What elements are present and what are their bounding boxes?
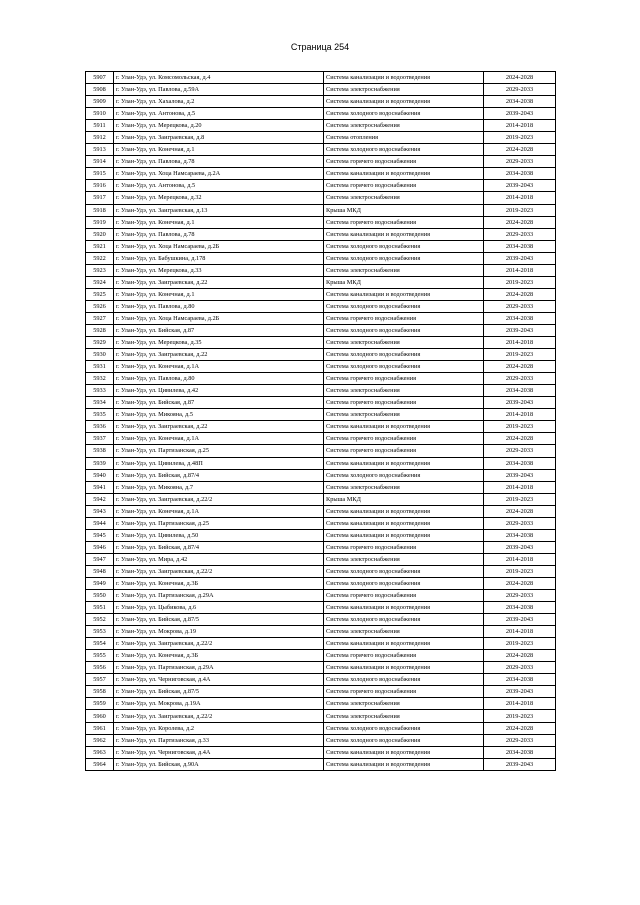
row-number-cell: 5945 [86, 529, 114, 541]
address-cell: г. Улан-Удэ, ул. Конечная, д.1А [114, 361, 324, 373]
row-number-cell: 5943 [86, 505, 114, 517]
system-type-cell: Система электроснабжения [324, 264, 484, 276]
period-cell: 2029-2033 [484, 156, 556, 168]
address-cell: г. Улан-Удэ, ул. Конечная, д.1А [114, 433, 324, 445]
address-cell: г. Улан-Удэ, ул. Заиграевская, д.22 [114, 421, 324, 433]
table-row [86, 240, 556, 252]
table-row [86, 385, 556, 397]
period-cell: 2014-2018 [484, 337, 556, 349]
row-number-cell: 5916 [86, 180, 114, 192]
system-type-cell: Система электроснабжения [324, 385, 484, 397]
address-cell: г. Улан-Удэ, ул. Павлова, д.80 [114, 300, 324, 312]
system-type-cell: Система канализации и водоотведения [324, 746, 484, 758]
table-row [86, 577, 556, 589]
row-number-cell: 5963 [86, 746, 114, 758]
table-row [86, 168, 556, 180]
address-cell: г. Улан-Удэ, ул. Конечная, д.3Б [114, 577, 324, 589]
table-row [86, 276, 556, 288]
row-number-cell: 5910 [86, 108, 114, 120]
period-cell: 2039-2043 [484, 686, 556, 698]
period-cell: 2019-2023 [484, 493, 556, 505]
system-type-cell: Система электроснабжения [324, 84, 484, 96]
period-cell: 2024-2028 [484, 144, 556, 156]
address-cell: г. Улан-Удэ, ул. Партизанская, д.29А [114, 662, 324, 674]
row-number-cell: 5936 [86, 421, 114, 433]
row-number-cell: 5935 [86, 409, 114, 421]
system-type-cell: Система канализации и водоотведения [324, 602, 484, 614]
period-cell: 2034-2038 [484, 602, 556, 614]
row-number-cell: 5922 [86, 252, 114, 264]
system-type-cell: Система холодного водоснабжения [324, 674, 484, 686]
period-cell: 2019-2023 [484, 132, 556, 144]
address-cell: г. Улан-Удэ, ул. Бийская, д.87/5 [114, 614, 324, 626]
address-cell: г. Улан-Удэ, ул. Королева, д.2 [114, 722, 324, 734]
system-type-cell: Система канализации и водоотведения [324, 421, 484, 433]
system-type-cell: Крыша МКД [324, 204, 484, 216]
address-cell: г. Улан-Удэ, ул. Мерецкова, д.35 [114, 337, 324, 349]
period-cell: 2039-2043 [484, 324, 556, 336]
period-cell: 2014-2018 [484, 192, 556, 204]
period-cell: 2014-2018 [484, 626, 556, 638]
table-row [86, 337, 556, 349]
period-cell: 2014-2018 [484, 698, 556, 710]
system-type-cell: Система канализации и водоотведения [324, 662, 484, 674]
period-cell: 2019-2023 [484, 349, 556, 361]
system-type-cell: Система горячего водоснабжения [324, 433, 484, 445]
row-number-cell: 5925 [86, 288, 114, 300]
address-cell: г. Улан-Удэ, ул. Заиграевская, д.22 [114, 276, 324, 288]
system-type-cell: Крыша МКД [324, 493, 484, 505]
period-cell: 2019-2023 [484, 565, 556, 577]
row-number-cell: 5913 [86, 144, 114, 156]
row-number-cell: 5921 [86, 240, 114, 252]
period-cell: 2024-2028 [484, 577, 556, 589]
system-type-cell: Система холодного водоснабжения [324, 734, 484, 746]
row-number-cell: 5926 [86, 300, 114, 312]
address-cell: г. Улан-Удэ, ул. Антонова, д.5 [114, 108, 324, 120]
address-cell: г. Улан-Удэ, ул. Мокрова, д.19А [114, 698, 324, 710]
system-type-cell: Система электроснабжения [324, 553, 484, 565]
period-cell: 2014-2018 [484, 264, 556, 276]
table-row [86, 734, 556, 746]
table-row [86, 541, 556, 553]
table-row [86, 120, 556, 132]
system-type-cell: Система канализации и водоотведения [324, 96, 484, 108]
table-row [86, 529, 556, 541]
period-cell: 2034-2038 [484, 168, 556, 180]
registry-table [85, 71, 556, 771]
system-type-cell: Система канализации и водоотведения [324, 288, 484, 300]
table-row [86, 662, 556, 674]
period-cell: 2039-2043 [484, 469, 556, 481]
system-type-cell: Система горячего водоснабжения [324, 650, 484, 662]
system-type-cell: Система электроснабжения [324, 409, 484, 421]
address-cell: г. Улан-Удэ, ул. Мира, д.42 [114, 553, 324, 565]
row-number-cell: 5907 [86, 72, 114, 84]
table-row [86, 650, 556, 662]
system-type-cell: Система электроснабжения [324, 698, 484, 710]
period-cell: 2024-2028 [484, 650, 556, 662]
table-row [86, 132, 556, 144]
row-number-cell: 5908 [86, 84, 114, 96]
table-row [86, 469, 556, 481]
row-number-cell: 5927 [86, 312, 114, 324]
table-row [86, 108, 556, 120]
address-cell: г. Улан-Удэ, ул. Мерецкова, д.33 [114, 264, 324, 276]
table-row [86, 264, 556, 276]
system-type-cell: Система канализации и водоотведения [324, 228, 484, 240]
system-type-cell: Система канализации и водоотведения [324, 72, 484, 84]
registry-table-body [86, 72, 556, 771]
period-cell: 2034-2038 [484, 529, 556, 541]
table-row [86, 457, 556, 469]
table-row [86, 590, 556, 602]
period-cell: 2039-2043 [484, 541, 556, 553]
row-number-cell: 5919 [86, 216, 114, 228]
row-number-cell: 5956 [86, 662, 114, 674]
table-row [86, 312, 556, 324]
period-cell: 2019-2023 [484, 710, 556, 722]
table-row [86, 602, 556, 614]
row-number-cell: 5937 [86, 433, 114, 445]
address-cell: г. Улан-Удэ, ул. Хахалова, д.2 [114, 96, 324, 108]
period-cell: 2034-2038 [484, 312, 556, 324]
address-cell: г. Улан-Удэ, ул. Партизанская, д.25 [114, 517, 324, 529]
address-cell: г. Улан-Удэ, ул. Конечная, д.1А [114, 505, 324, 517]
system-type-cell: Система канализации и водоотведения [324, 505, 484, 517]
table-row [86, 144, 556, 156]
row-number-cell: 5914 [86, 156, 114, 168]
period-cell: 2014-2018 [484, 481, 556, 493]
table-row [86, 614, 556, 626]
period-cell: 2024-2028 [484, 288, 556, 300]
address-cell: г. Улан-Удэ, ул. Мерецкова, д.32 [114, 192, 324, 204]
period-cell: 2029-2033 [484, 590, 556, 602]
row-number-cell: 5950 [86, 590, 114, 602]
period-cell: 2029-2033 [484, 517, 556, 529]
table-row [86, 361, 556, 373]
row-number-cell: 5944 [86, 517, 114, 529]
system-type-cell: Система холодного водоснабжения [324, 349, 484, 361]
system-type-cell: Система горячего водоснабжения [324, 397, 484, 409]
address-cell: г. Улан-Удэ, ул. Бийская, д.87 [114, 397, 324, 409]
address-cell: г. Улан-Удэ, ул. Бийская, д.87/5 [114, 686, 324, 698]
row-number-cell: 5934 [86, 397, 114, 409]
address-cell: г. Улан-Удэ, ул. Конечная, д.3Б [114, 650, 324, 662]
address-cell: г. Улан-Удэ, ул. Заиграевская, д.22/2 [114, 493, 324, 505]
address-cell: г. Улан-Удэ, ул. Бийская, д.90А [114, 758, 324, 770]
period-cell: 2039-2043 [484, 252, 556, 264]
table-row [86, 288, 556, 300]
period-cell: 2029-2033 [484, 300, 556, 312]
period-cell: 2024-2028 [484, 722, 556, 734]
system-type-cell: Система холодного водоснабжения [324, 577, 484, 589]
system-type-cell: Система холодного водоснабжения [324, 240, 484, 252]
system-type-cell: Система канализации и водоотведения [324, 638, 484, 650]
table-row [86, 192, 556, 204]
address-cell: г. Улан-Удэ, ул. Микояна, д.7 [114, 481, 324, 493]
system-type-cell: Система горячего водоснабжения [324, 445, 484, 457]
table-row [86, 204, 556, 216]
period-cell: 2014-2018 [484, 409, 556, 421]
system-type-cell: Система канализации и водоотведения [324, 517, 484, 529]
period-cell: 2034-2038 [484, 746, 556, 758]
period-cell: 2039-2043 [484, 614, 556, 626]
period-cell: 2039-2043 [484, 180, 556, 192]
address-cell: г. Улан-Удэ, ул. Хоца Намсараева, д.2А [114, 168, 324, 180]
period-cell: 2019-2023 [484, 276, 556, 288]
system-type-cell: Система горячего водоснабжения [324, 590, 484, 602]
system-type-cell: Система холодного водоснабжения [324, 144, 484, 156]
system-type-cell: Система электроснабжения [324, 192, 484, 204]
period-cell: 2024-2028 [484, 505, 556, 517]
row-number-cell: 5953 [86, 626, 114, 638]
table-row [86, 397, 556, 409]
table-row [86, 300, 556, 312]
row-number-cell: 5912 [86, 132, 114, 144]
system-type-cell: Система электроснабжения [324, 626, 484, 638]
table-row [86, 409, 556, 421]
row-number-cell: 5960 [86, 710, 114, 722]
row-number-cell: 5942 [86, 493, 114, 505]
row-number-cell: 5948 [86, 565, 114, 577]
address-cell: г. Улан-Удэ, ул. Партизанская, д.33 [114, 734, 324, 746]
row-number-cell: 5941 [86, 481, 114, 493]
address-cell: г. Улан-Удэ, ул. Заиграевская, д.22/2 [114, 710, 324, 722]
address-cell: г. Улан-Удэ, ул. Хоца Намсараева, д.2Б [114, 312, 324, 324]
table-row [86, 686, 556, 698]
row-number-cell: 5946 [86, 541, 114, 553]
address-cell: г. Улан-Удэ, ул. Партизанская, д.25 [114, 445, 324, 457]
period-cell: 2024-2028 [484, 216, 556, 228]
address-cell: г. Улан-Удэ, ул. Цивилева, д.50 [114, 529, 324, 541]
address-cell: г. Улан-Удэ, ул. Бийская, д.87 [114, 324, 324, 336]
table-row [86, 493, 556, 505]
row-number-cell: 5915 [86, 168, 114, 180]
row-number-cell: 5909 [86, 96, 114, 108]
system-type-cell: Система горячего водоснабжения [324, 686, 484, 698]
address-cell: г. Улан-Удэ, ул. Конечная, д.1 [114, 144, 324, 156]
table-row [86, 421, 556, 433]
period-cell: 2029-2033 [484, 228, 556, 240]
row-number-cell: 5964 [86, 758, 114, 770]
address-cell: г. Улан-Удэ, ул. Павлова, д.78 [114, 228, 324, 240]
address-cell: г. Улан-Удэ, ул. Мерецкова, д.20 [114, 120, 324, 132]
address-cell: г. Улан-Удэ, ул. Комсомольская, д.4 [114, 72, 324, 84]
system-type-cell: Система горячего водоснабжения [324, 373, 484, 385]
address-cell: г. Улан-Удэ, ул. Мокрова, д.19 [114, 626, 324, 638]
table-row [86, 373, 556, 385]
system-type-cell: Система горячего водоснабжения [324, 180, 484, 192]
system-type-cell: Система канализации и водоотведения [324, 758, 484, 770]
table-row [86, 758, 556, 770]
table-row [86, 156, 556, 168]
table-row [86, 433, 556, 445]
address-cell: г. Улан-Удэ, ул. Партизанская, д.29А [114, 590, 324, 602]
address-cell: г. Улан-Удэ, ул. Цивилева, д.42 [114, 385, 324, 397]
system-type-cell: Система холодного водоснабжения [324, 722, 484, 734]
row-number-cell: 5917 [86, 192, 114, 204]
table-row [86, 72, 556, 84]
system-type-cell: Система холодного водоснабжения [324, 361, 484, 373]
period-cell: 2029-2033 [484, 84, 556, 96]
row-number-cell: 5940 [86, 469, 114, 481]
period-cell: 2024-2028 [484, 72, 556, 84]
row-number-cell: 5928 [86, 324, 114, 336]
table-row [86, 96, 556, 108]
period-cell: 2019-2023 [484, 638, 556, 650]
system-type-cell: Система электроснабжения [324, 481, 484, 493]
system-type-cell: Система холодного водоснабжения [324, 252, 484, 264]
system-type-cell: Система холодного водоснабжения [324, 469, 484, 481]
row-number-cell: 5930 [86, 349, 114, 361]
system-type-cell: Система горячего водоснабжения [324, 541, 484, 553]
system-type-cell: Система холодного водоснабжения [324, 324, 484, 336]
row-number-cell: 5939 [86, 457, 114, 469]
address-cell: г. Улан-Удэ, ул. Павлова, д.59А [114, 84, 324, 96]
row-number-cell: 5962 [86, 734, 114, 746]
system-type-cell: Система электроснабжения [324, 120, 484, 132]
address-cell: г. Улан-Удэ, ул. Заиграевская, д.8 [114, 132, 324, 144]
address-cell: г. Улан-Удэ, ул. Заиграевская, д.22/2 [114, 638, 324, 650]
system-type-cell: Система горячего водоснабжения [324, 156, 484, 168]
row-number-cell: 5951 [86, 602, 114, 614]
period-cell: 2039-2043 [484, 397, 556, 409]
address-cell: г. Улан-Удэ, ул. Антонова, д.5 [114, 180, 324, 192]
table-row [86, 481, 556, 493]
period-cell: 2019-2023 [484, 204, 556, 216]
address-cell: г. Улан-Удэ, ул. Цыбикова, д.6 [114, 602, 324, 614]
address-cell: г. Улан-Удэ, ул. Заиграевская, д.22/2 [114, 565, 324, 577]
table-row [86, 698, 556, 710]
period-cell: 2029-2033 [484, 445, 556, 457]
period-cell: 2034-2038 [484, 240, 556, 252]
table-row [86, 710, 556, 722]
address-cell: г. Улан-Удэ, ул. Конечная, д.1 [114, 216, 324, 228]
row-number-cell: 5938 [86, 445, 114, 457]
row-number-cell: 5947 [86, 553, 114, 565]
system-type-cell: Система холодного водоснабжения [324, 300, 484, 312]
row-number-cell: 5920 [86, 228, 114, 240]
row-number-cell: 5931 [86, 361, 114, 373]
period-cell: 2024-2028 [484, 433, 556, 445]
system-type-cell: Система канализации и водоотведения [324, 529, 484, 541]
table-row [86, 505, 556, 517]
system-type-cell: Система электроснабжения [324, 710, 484, 722]
table-row [86, 746, 556, 758]
table-row [86, 180, 556, 192]
address-cell: г. Улан-Удэ, ул. Павлова, д.78 [114, 156, 324, 168]
address-cell: г. Улан-Удэ, ул. Бийская, д.87/4 [114, 541, 324, 553]
system-type-cell: Система холодного водоснабжения [324, 565, 484, 577]
table-row [86, 349, 556, 361]
address-cell: г. Улан-Удэ, ул. Бабушкина, д.178 [114, 252, 324, 264]
row-number-cell: 5958 [86, 686, 114, 698]
period-cell: 2039-2043 [484, 108, 556, 120]
system-type-cell: Система канализации и водоотведения [324, 457, 484, 469]
row-number-cell: 5933 [86, 385, 114, 397]
period-cell: 2024-2028 [484, 361, 556, 373]
row-number-cell: 5957 [86, 674, 114, 686]
table-row [86, 626, 556, 638]
system-type-cell: Система холодного водоснабжения [324, 108, 484, 120]
table-row [86, 445, 556, 457]
address-cell: г. Улан-Удэ, ул. Бийская, д.87/4 [114, 469, 324, 481]
period-cell: 2034-2038 [484, 457, 556, 469]
period-cell: 2029-2033 [484, 734, 556, 746]
period-cell: 2029-2033 [484, 373, 556, 385]
table-row [86, 252, 556, 264]
address-cell: г. Улан-Удэ, ул. Черниговская, д.4А [114, 674, 324, 686]
row-number-cell: 5918 [86, 204, 114, 216]
table-row [86, 722, 556, 734]
period-cell: 2034-2038 [484, 674, 556, 686]
system-type-cell: Система горячего водоснабжения [324, 216, 484, 228]
table-row [86, 638, 556, 650]
row-number-cell: 5911 [86, 120, 114, 132]
table-row [86, 216, 556, 228]
address-cell: г. Улан-Удэ, ул. Заиграевская, д.22 [114, 349, 324, 361]
address-cell: г. Улан-Удэ, ул. Конечная, д.1 [114, 288, 324, 300]
table-row [86, 228, 556, 240]
system-type-cell: Крыша МКД [324, 276, 484, 288]
address-cell: г. Улан-Удэ, ул. Цивилева, д.48П [114, 457, 324, 469]
row-number-cell: 5959 [86, 698, 114, 710]
period-cell: 2014-2018 [484, 120, 556, 132]
period-cell: 2014-2018 [484, 553, 556, 565]
row-number-cell: 5954 [86, 638, 114, 650]
table-row [86, 674, 556, 686]
period-cell: 2039-2043 [484, 758, 556, 770]
table-row [86, 553, 556, 565]
row-number-cell: 5929 [86, 337, 114, 349]
system-type-cell: Система электроснабжения [324, 337, 484, 349]
table-row [86, 84, 556, 96]
system-type-cell: Система холодного водоснабжения [324, 614, 484, 626]
page-title: Страница 254 [290, 42, 350, 52]
address-cell: г. Улан-Удэ, ул. Хоца Намсараева, д.2Б [114, 240, 324, 252]
table-row [86, 324, 556, 336]
period-cell: 2019-2023 [484, 421, 556, 433]
system-type-cell: Система канализации и водоотведения [324, 168, 484, 180]
system-type-cell: Система горячего водоснабжения [324, 312, 484, 324]
row-number-cell: 5923 [86, 264, 114, 276]
row-number-cell: 5949 [86, 577, 114, 589]
period-cell: 2034-2038 [484, 385, 556, 397]
table-row [86, 565, 556, 577]
address-cell: г. Улан-Удэ, ул. Павлова, д.80 [114, 373, 324, 385]
row-number-cell: 5955 [86, 650, 114, 662]
table-row [86, 517, 556, 529]
address-cell: г. Улан-Удэ, ул. Микояна, д.5 [114, 409, 324, 421]
system-type-cell: Система отопления [324, 132, 484, 144]
address-cell: г. Улан-Удэ, ул. Заиграевская, д.13 [114, 204, 324, 216]
row-number-cell: 5961 [86, 722, 114, 734]
row-number-cell: 5932 [86, 373, 114, 385]
period-cell: 2029-2033 [484, 662, 556, 674]
period-cell: 2034-2038 [484, 96, 556, 108]
row-number-cell: 5952 [86, 614, 114, 626]
row-number-cell: 5924 [86, 276, 114, 288]
address-cell: г. Улан-Удэ, ул. Черниговская, д.4А [114, 746, 324, 758]
